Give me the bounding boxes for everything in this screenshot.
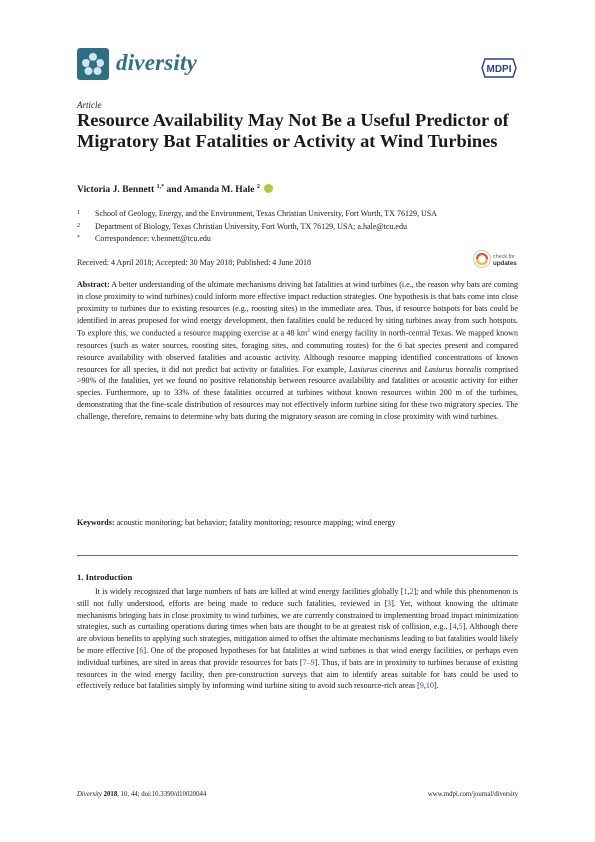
- abstract-label: Abstract:: [77, 280, 110, 289]
- mdpi-logo-icon: [481, 58, 517, 78]
- citation-link[interactable]: 9: [419, 681, 424, 691]
- abstract-text: comprised >90% of the fatalities, yet we found no positive relationship between resource availability and fatalities or acoustic activity for either species. Furthermore, up to 33% of these fatalities occurred at turbines without known resources within 200 m of the turbines, demonstrating that the fine-scale distribution of resources may not effectively inform turbine siting for these two migratory species. The challenge, therefore, remains to determine why bats during the migratory season are coming in close proximity with wind turbines.: [77, 364, 519, 421]
- check-updates-badge[interactable]: [473, 248, 525, 270]
- section-divider: [77, 555, 518, 556]
- author-affiliation-mark: 2: [256, 184, 260, 190]
- publisher-name: MDPI: [486, 64, 512, 75]
- journal-logo-icon: [77, 48, 109, 80]
- citation-link[interactable]: 1: [403, 587, 408, 596]
- introduction-paragraph: [77, 586, 518, 692]
- abstract-text: A better understanding of the ultimate mechanisms driving bat fatalities at wind turbines (i.e., the reason why bats are coming in close proximity to wind turbines) could inform more effective impact reduction strategies. One hypothesis is that bats come into close proximity to turbines due to existing resources (e.g., roosting sites) in the immediate area. Thus, if resource hotspots for bats could be identified in areas proposed for wind energy development, then fatalities could be reduced by siting turbines away from such hotspots. To explore this, we conducted a resource mapping exercise at a 48 km: [77, 280, 518, 339]
- body-text: ]. Thus, if bats are in proximity to turbines because of existing resources in the wind energy facility, then pre-construction surveys that aim to identify areas suitable for bats could be used to effectively reduce bat fatalities simply by informing wind turbine siting to avoid such resource-rich areas [: [77, 657, 519, 691]
- citation-link[interactable]: 2: [409, 587, 414, 596]
- article-type: Article: [77, 100, 102, 110]
- affiliation: [77, 207, 517, 220]
- body-text: It is widely recognized that large numbers of bats are killed at wind energy facilities globally [: [95, 587, 404, 596]
- body-text: ]. Although there are obvious benefits to applying such strategies, mitigation aimed to offset the ultimate mechanisms leading to bat fatalities would likely be more effective [: [77, 622, 518, 655]
- body-text: ]. Yet, without knowing the ultimate mechanisms bringing bats in close proximity to wind turbines, we are currently constrained to implementing broad impact minimization strategies, such as curtailing operations during times when bats are thought to be at greatest risk of collision, e.g., [: [77, 598, 518, 632]
- affiliation-text: Department of Biology, Texas Christian University, Fort Worth, TX 76129, USA; a.hale@tcu.edu: [95, 222, 407, 231]
- footer-journal: Diversity: [77, 791, 102, 798]
- body-text: ].: [433, 681, 439, 691]
- correspondence-text: Correspondence: v.bennett@tcu.edu: [95, 234, 211, 243]
- author-list: [77, 184, 273, 195]
- abstract-text: wind energy facility in north-central Texas. We mapped known resources (such as water sources, roosting sites, foraging sites, and commuting routes) for the 6 bat species present and compared resource availability with observed fatalities and acoustic activity. Although resource mapping identified concentrations of known resources for all species, it did not predict bat activity or fatalities. For example,: [77, 329, 518, 374]
- keywords-label: Keywords:: [77, 518, 115, 527]
- footer-citation: [77, 791, 206, 798]
- publication-dates: Received: 4 April 2018; Accepted: 30 May 2018; Published: 4 June 2018: [77, 258, 311, 267]
- keywords: [77, 517, 518, 529]
- abstract-text: and: [406, 364, 425, 374]
- citation-link[interactable]: 5: [458, 622, 463, 632]
- section-heading: 1. Introduction: [77, 572, 133, 582]
- body-text: ]. One of the proposed hypotheses for bat fatalities at wind turbines is that wind energy facilities, or perhaps even individual turbines, are sited in areas that provide resources for bats [: [77, 645, 518, 667]
- footer-doi: , 10, 44; doi:10.3390/d10020044: [117, 791, 207, 798]
- abstract-superscript: 2: [307, 328, 310, 335]
- affiliation-mark: *: [77, 235, 80, 241]
- citation-link[interactable]: 10: [425, 681, 434, 691]
- body-text: ,: [407, 587, 410, 596]
- citation-link[interactable]: 4: [452, 622, 457, 632]
- body-text: ,: [423, 681, 426, 691]
- author-name: Victoria J. Bennett: [77, 184, 155, 195]
- affiliation-mark: 1: [77, 210, 80, 216]
- journal-url[interactable]: www.mdpi.com/journal/diversity: [427, 791, 518, 798]
- author-conjunction: and: [166, 184, 182, 195]
- body-text: ,: [456, 622, 459, 632]
- body-text: ]; and while this phenomenon is still not fully understood, efforts are being made to reduce such fatalities, reviewed in [: [77, 587, 518, 608]
- citation-link[interactable]: 6: [139, 645, 144, 655]
- correspondence: [77, 232, 517, 245]
- journal-name: diversity: [116, 50, 197, 75]
- check-updates-line2: updates: [493, 260, 517, 267]
- abstract: [77, 279, 518, 423]
- citation-link[interactable]: 7–9: [302, 657, 315, 667]
- author-affiliation-mark: 1,*: [156, 184, 165, 190]
- citation-link[interactable]: 3: [387, 598, 392, 608]
- species-name: Lasiurus cinereus: [348, 364, 407, 374]
- author-name: Amanda M. Hale: [183, 184, 255, 195]
- paper-title: Resource Availability May Not Be a Useful Predictor of Migratory Bat Fatalities or Activity at Wind Turbines: [77, 110, 509, 151]
- orcid-icon[interactable]: [264, 184, 273, 193]
- footer-year: 2018: [103, 791, 118, 798]
- keywords-text: acoustic monitoring; bat behavior; fatality monitoring; resource mapping; wind energy: [116, 518, 396, 527]
- affiliation-mark: 2: [77, 223, 80, 229]
- species-name: Lasiurus borealis: [424, 364, 482, 374]
- check-updates-line1: check for: [493, 254, 515, 260]
- affiliation-text: School of Geology, Energy, and the Environment, Texas Christian University, Fort Worth, TX 76129, USA: [95, 209, 437, 218]
